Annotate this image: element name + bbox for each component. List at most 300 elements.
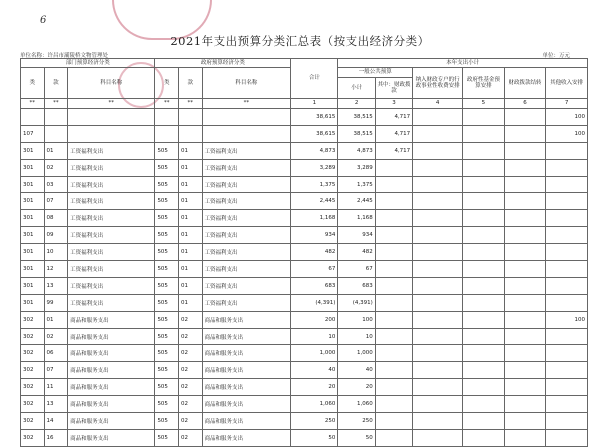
table-row bbox=[21, 244, 588, 261]
row-code-lei: 302 bbox=[21, 413, 45, 430]
row-gov-code-kuan: 02 bbox=[178, 429, 202, 446]
row-gov-subject-name: 商品和服务支出 bbox=[202, 413, 291, 430]
row-gov-code-lei: 505 bbox=[155, 413, 179, 430]
row-total: 1,000 bbox=[291, 345, 338, 362]
row-other-income bbox=[546, 294, 588, 311]
table-row bbox=[21, 345, 588, 362]
row-code-lei bbox=[21, 109, 45, 126]
row-gov-code-kuan: 01 bbox=[178, 261, 202, 278]
row-subject-name bbox=[68, 125, 155, 142]
row-gov-subject-name: 工资福利支出 bbox=[202, 244, 291, 261]
table-row bbox=[21, 311, 588, 328]
row-code-lei: 302 bbox=[21, 328, 45, 345]
row-code-lei: 301 bbox=[21, 227, 45, 244]
row-code-lei: 302 bbox=[21, 429, 45, 446]
row-total: 50 bbox=[291, 429, 338, 446]
table-row bbox=[21, 396, 588, 413]
row-total: 38,615 bbox=[291, 109, 338, 126]
row-total: 250 bbox=[291, 413, 338, 430]
row-gov-fund bbox=[463, 413, 505, 430]
row-other-income bbox=[546, 429, 588, 446]
row-subject-name: 工资福利支出 bbox=[68, 142, 155, 159]
row-gov-code-kuan: 01 bbox=[178, 193, 202, 210]
table-row bbox=[21, 277, 588, 294]
row-total: 1,168 bbox=[291, 210, 338, 227]
row-fiscal-alloc bbox=[375, 227, 412, 244]
row-special-fiscal bbox=[413, 277, 463, 294]
row-gov-code-lei: 505 bbox=[155, 261, 179, 278]
row-subject-name: 工资福利支出 bbox=[68, 210, 155, 227]
row-code-lei: 301 bbox=[21, 261, 45, 278]
lei-header: 类 bbox=[155, 68, 179, 99]
row-gov-subject-name: 工资福利支出 bbox=[202, 210, 291, 227]
row-fiscal-transfer bbox=[504, 413, 546, 430]
row-gov-fund bbox=[463, 379, 505, 396]
row-gov-fund bbox=[463, 244, 505, 261]
row-other-income: 100 bbox=[546, 109, 588, 126]
row-subject-name: 工资福利支出 bbox=[68, 159, 155, 176]
row-code-kuan: 01 bbox=[44, 142, 68, 159]
row-code-kuan: 06 bbox=[44, 345, 68, 362]
row-gov-fund bbox=[463, 345, 505, 362]
row-fiscal-alloc bbox=[375, 277, 412, 294]
row-gov-fund bbox=[463, 210, 505, 227]
row-gov-code-lei bbox=[155, 109, 179, 126]
row-fiscal-transfer bbox=[504, 362, 546, 379]
row-special-fiscal bbox=[413, 210, 463, 227]
row-other-income bbox=[546, 261, 588, 278]
row-other-income bbox=[546, 413, 588, 430]
table-row bbox=[21, 379, 588, 396]
row-other-income bbox=[546, 244, 588, 261]
row-gov-subject-name: 商品和服务支出 bbox=[202, 345, 291, 362]
fiscal-transfer-header: 财政拨款结转 bbox=[504, 68, 546, 99]
row-code-kuan: 02 bbox=[44, 328, 68, 345]
row-code-kuan: 14 bbox=[44, 413, 68, 430]
table-row bbox=[21, 429, 588, 446]
row-fiscal-alloc bbox=[375, 176, 412, 193]
row-fiscal-alloc bbox=[375, 362, 412, 379]
row-gov-code-lei: 505 bbox=[155, 210, 179, 227]
gov-fund-header: 政府性基金预算安排 bbox=[463, 68, 505, 99]
row-fiscal-transfer bbox=[504, 176, 546, 193]
row-gov-subject-name: 工资福利支出 bbox=[202, 176, 291, 193]
row-subject-name: 商品和服务支出 bbox=[68, 429, 155, 446]
row-gov-code-lei: 505 bbox=[155, 277, 179, 294]
row-fiscal-transfer bbox=[504, 294, 546, 311]
row-other-income bbox=[546, 379, 588, 396]
row-gov-subject-name: 商品和服务支出 bbox=[202, 311, 291, 328]
table-row bbox=[21, 294, 588, 311]
row-subject-name: 工资福利支出 bbox=[68, 227, 155, 244]
row-fiscal-transfer bbox=[504, 328, 546, 345]
row-special-fiscal bbox=[413, 379, 463, 396]
row-total: 683 bbox=[291, 277, 338, 294]
row-gov-code-lei: 505 bbox=[155, 311, 179, 328]
gov-group-header: 政府预算经济分类 bbox=[155, 59, 291, 68]
table-row bbox=[21, 227, 588, 244]
row-gov-subject-name: 工资福利支出 bbox=[202, 277, 291, 294]
row-fiscal-transfer bbox=[504, 125, 546, 142]
row-fiscal-alloc bbox=[375, 345, 412, 362]
row-gov-fund bbox=[463, 261, 505, 278]
row-total: 482 bbox=[291, 244, 338, 261]
row-fiscal-alloc bbox=[375, 429, 412, 446]
row-subject-name: 工资福利支出 bbox=[68, 294, 155, 311]
row-code-kuan: 13 bbox=[44, 277, 68, 294]
row-fiscal-alloc bbox=[375, 328, 412, 345]
row-code-kuan: 11 bbox=[44, 379, 68, 396]
index-cell: 3 bbox=[375, 99, 412, 109]
row-subject-name: 商品和服务支出 bbox=[68, 328, 155, 345]
row-subtotal: 3,289 bbox=[338, 159, 375, 176]
row-subject-name: 工资福利支出 bbox=[68, 261, 155, 278]
row-gov-code-lei: 505 bbox=[155, 193, 179, 210]
row-gov-code-kuan: 01 bbox=[178, 277, 202, 294]
stars-cell: ** bbox=[44, 99, 68, 109]
row-subtotal: 1,375 bbox=[338, 176, 375, 193]
page-number: 6 bbox=[40, 15, 47, 26]
stars-cell: ** bbox=[155, 99, 179, 109]
row-subject-name: 商品和服务支出 bbox=[68, 362, 155, 379]
dept-group-header: 部门预算经济分类 bbox=[21, 59, 155, 68]
stars-cell: ** bbox=[178, 99, 202, 109]
row-code-lei: 107 bbox=[21, 125, 45, 142]
row-gov-code-kuan: 01 bbox=[178, 176, 202, 193]
row-gov-code-lei: 505 bbox=[155, 379, 179, 396]
row-fiscal-transfer bbox=[504, 429, 546, 446]
row-code-kuan: 02 bbox=[44, 159, 68, 176]
row-gov-code-kuan: 02 bbox=[178, 396, 202, 413]
row-code-kuan: 10 bbox=[44, 244, 68, 261]
row-fiscal-alloc bbox=[375, 294, 412, 311]
row-fiscal-transfer bbox=[504, 193, 546, 210]
row-other-income bbox=[546, 142, 588, 159]
table-row bbox=[21, 261, 588, 278]
total-header: 合计 bbox=[291, 59, 338, 99]
row-special-fiscal bbox=[413, 125, 463, 142]
row-gov-code-lei: 505 bbox=[155, 345, 179, 362]
row-other-income bbox=[546, 277, 588, 294]
row-fiscal-alloc: 4,717 bbox=[375, 125, 412, 142]
kuan-header: 款 bbox=[178, 68, 202, 99]
row-gov-code-lei: 505 bbox=[155, 244, 179, 261]
row-code-kuan: 07 bbox=[44, 193, 68, 210]
index-cell: 6 bbox=[504, 99, 546, 109]
row-gov-code-kuan: 01 bbox=[178, 142, 202, 159]
row-gov-subject-name bbox=[202, 125, 291, 142]
row-fiscal-alloc bbox=[375, 379, 412, 396]
row-special-fiscal bbox=[413, 413, 463, 430]
row-code-kuan bbox=[44, 125, 68, 142]
table-row bbox=[21, 159, 588, 176]
row-fiscal-transfer bbox=[504, 379, 546, 396]
row-subtotal: 100 bbox=[338, 311, 375, 328]
row-code-lei: 301 bbox=[21, 176, 45, 193]
row-other-income bbox=[546, 345, 588, 362]
row-subtotal: 38,515 bbox=[338, 125, 375, 142]
table-row bbox=[21, 210, 588, 227]
row-gov-subject-name: 商品和服务支出 bbox=[202, 328, 291, 345]
row-total: 4,873 bbox=[291, 142, 338, 159]
row-gov-code-lei: 505 bbox=[155, 328, 179, 345]
index-cell: 1 bbox=[291, 99, 338, 109]
row-subtotal: 1,000 bbox=[338, 345, 375, 362]
row-gov-subject-name: 工资福利支出 bbox=[202, 227, 291, 244]
row-code-lei: 301 bbox=[21, 193, 45, 210]
row-special-fiscal bbox=[413, 176, 463, 193]
row-total: 38,615 bbox=[291, 125, 338, 142]
row-gov-fund bbox=[463, 193, 505, 210]
row-fiscal-alloc bbox=[375, 210, 412, 227]
row-subtotal: 67 bbox=[338, 261, 375, 278]
row-fiscal-transfer bbox=[504, 227, 546, 244]
fiscal-alloc-label: 其中：财政拨款 bbox=[377, 81, 411, 94]
row-code-lei: 301 bbox=[21, 277, 45, 294]
row-code-kuan bbox=[44, 109, 68, 126]
stars-cell: ** bbox=[68, 99, 155, 109]
row-gov-code-kuan: 01 bbox=[178, 294, 202, 311]
index-cell: 5 bbox=[463, 99, 505, 109]
row-gov-subject-name: 商品和服务支出 bbox=[202, 396, 291, 413]
row-special-fiscal bbox=[413, 159, 463, 176]
row-total: 200 bbox=[291, 311, 338, 328]
row-special-fiscal bbox=[413, 345, 463, 362]
row-fiscal-alloc bbox=[375, 244, 412, 261]
row-gov-code-lei: 505 bbox=[155, 362, 179, 379]
row-special-fiscal bbox=[413, 362, 463, 379]
row-subject-name: 工资福利支出 bbox=[68, 176, 155, 193]
budget-table bbox=[20, 58, 588, 447]
row-gov-fund bbox=[463, 142, 505, 159]
row-fiscal-alloc bbox=[375, 193, 412, 210]
row-fiscal-transfer bbox=[504, 159, 546, 176]
row-gov-code-kuan: 01 bbox=[178, 210, 202, 227]
row-gov-subject-name: 商品和服务支出 bbox=[202, 429, 291, 446]
row-subtotal: 934 bbox=[338, 227, 375, 244]
subject-name-header: 科目名称 bbox=[202, 68, 291, 99]
row-gov-code-lei: 505 bbox=[155, 429, 179, 446]
kuan-header: 款 bbox=[44, 68, 68, 99]
row-gov-fund bbox=[463, 294, 505, 311]
row-gov-code-kuan: 01 bbox=[178, 227, 202, 244]
lei-header: 类 bbox=[21, 68, 45, 99]
row-code-kuan: 09 bbox=[44, 227, 68, 244]
row-gov-subject-name: 工资福利支出 bbox=[202, 142, 291, 159]
row-fiscal-transfer bbox=[504, 345, 546, 362]
row-gov-code-kuan: 02 bbox=[178, 413, 202, 430]
subject-name-header: 科目名称 bbox=[68, 68, 155, 99]
row-gov-code-lei: 505 bbox=[155, 294, 179, 311]
row-subtotal: 683 bbox=[338, 277, 375, 294]
row-fiscal-transfer bbox=[504, 142, 546, 159]
row-code-lei: 302 bbox=[21, 311, 45, 328]
table-row bbox=[21, 193, 588, 210]
row-fiscal-transfer bbox=[504, 311, 546, 328]
row-subject-name: 商品和服务支出 bbox=[68, 396, 155, 413]
row-gov-code-kuan: 02 bbox=[178, 345, 202, 362]
row-special-fiscal bbox=[413, 244, 463, 261]
row-special-fiscal bbox=[413, 294, 463, 311]
row-gov-fund bbox=[463, 277, 505, 294]
row-other-income bbox=[546, 227, 588, 244]
row-subject-name: 工资福利支出 bbox=[68, 277, 155, 294]
special-fiscal-header: 纳入财政专户的行政事业性收费安排 bbox=[413, 68, 463, 99]
table-row bbox=[21, 142, 588, 159]
row-code-lei: 301 bbox=[21, 244, 45, 261]
row-gov-code-lei: 505 bbox=[155, 396, 179, 413]
row-subject-name: 商品和服务支出 bbox=[68, 311, 155, 328]
row-gov-code-kuan: 02 bbox=[178, 379, 202, 396]
row-gov-subject-name: 工资福利支出 bbox=[202, 261, 291, 278]
row-fiscal-transfer bbox=[504, 244, 546, 261]
row-fiscal-alloc bbox=[375, 396, 412, 413]
row-gov-fund bbox=[463, 176, 505, 193]
table-row bbox=[21, 109, 588, 126]
row-subject-name: 工资福利支出 bbox=[68, 193, 155, 210]
general-budget-header bbox=[338, 68, 413, 99]
page-title: 2021年支出预算分类汇总表（按支出经济分类） bbox=[170, 34, 430, 48]
row-code-kuan: 07 bbox=[44, 362, 68, 379]
row-gov-code-lei bbox=[155, 125, 179, 142]
row-subtotal: 20 bbox=[338, 379, 375, 396]
row-subject-name: 商品和服务支出 bbox=[68, 413, 155, 430]
stars-cell: ** bbox=[21, 99, 45, 109]
row-code-lei: 301 bbox=[21, 294, 45, 311]
row-code-kuan: 99 bbox=[44, 294, 68, 311]
row-special-fiscal bbox=[413, 142, 463, 159]
row-code-kuan: 08 bbox=[44, 210, 68, 227]
row-subject-name: 商品和服务支出 bbox=[68, 379, 155, 396]
row-total: 1,375 bbox=[291, 176, 338, 193]
row-other-income bbox=[546, 328, 588, 345]
row-gov-fund bbox=[463, 109, 505, 126]
row-gov-subject-name: 工资福利支出 bbox=[202, 193, 291, 210]
row-fiscal-alloc bbox=[375, 413, 412, 430]
row-gov-code-kuan: 01 bbox=[178, 244, 202, 261]
row-gov-fund bbox=[463, 396, 505, 413]
row-gov-fund bbox=[463, 328, 505, 345]
stars-cell: ** bbox=[202, 99, 291, 109]
row-other-income bbox=[546, 362, 588, 379]
row-gov-code-kuan: 02 bbox=[178, 311, 202, 328]
row-gov-fund bbox=[463, 159, 505, 176]
row-subtotal: 482 bbox=[338, 244, 375, 261]
row-special-fiscal bbox=[413, 311, 463, 328]
row-special-fiscal bbox=[413, 227, 463, 244]
row-total: 2,445 bbox=[291, 193, 338, 210]
row-subtotal: 2,445 bbox=[338, 193, 375, 210]
row-total: 3,289 bbox=[291, 159, 338, 176]
row-total: 20 bbox=[291, 379, 338, 396]
row-code-lei: 302 bbox=[21, 362, 45, 379]
row-other-income bbox=[546, 396, 588, 413]
row-gov-code-kuan bbox=[178, 125, 202, 142]
row-subtotal: 40 bbox=[338, 362, 375, 379]
row-gov-fund bbox=[463, 227, 505, 244]
row-gov-fund bbox=[463, 311, 505, 328]
row-total: 67 bbox=[291, 261, 338, 278]
table-row bbox=[21, 328, 588, 345]
row-subject-name: 商品和服务支出 bbox=[68, 345, 155, 362]
row-special-fiscal bbox=[413, 429, 463, 446]
row-code-kuan: 03 bbox=[44, 176, 68, 193]
row-subtotal: 250 bbox=[338, 413, 375, 430]
row-gov-code-kuan: 02 bbox=[178, 362, 202, 379]
table-row bbox=[21, 176, 588, 193]
row-subtotal: 10 bbox=[338, 328, 375, 345]
unit-label: 单位：万元 bbox=[542, 53, 570, 59]
row-other-income: 100 bbox=[546, 311, 588, 328]
row-code-lei: 302 bbox=[21, 379, 45, 396]
row-special-fiscal bbox=[413, 109, 463, 126]
row-fiscal-alloc bbox=[375, 159, 412, 176]
general-budget-label: 一般公共预算 bbox=[338, 68, 412, 78]
row-code-lei: 301 bbox=[21, 210, 45, 227]
row-gov-code-lei: 505 bbox=[155, 227, 179, 244]
row-subtotal: 4,873 bbox=[338, 142, 375, 159]
subtotal-label: 小计 bbox=[338, 78, 375, 98]
row-gov-fund bbox=[463, 125, 505, 142]
row-gov-code-kuan: 01 bbox=[178, 159, 202, 176]
current-subtotal-header: 本年支出小计 bbox=[338, 59, 588, 68]
row-gov-subject-name: 工资福利支出 bbox=[202, 294, 291, 311]
row-special-fiscal bbox=[413, 328, 463, 345]
row-fiscal-transfer bbox=[504, 109, 546, 126]
row-gov-code-lei: 505 bbox=[155, 176, 179, 193]
row-code-kuan: 01 bbox=[44, 311, 68, 328]
row-other-income bbox=[546, 210, 588, 227]
row-code-lei: 302 bbox=[21, 345, 45, 362]
row-subtotal: 38,515 bbox=[338, 109, 375, 126]
table-row bbox=[21, 362, 588, 379]
row-total: 40 bbox=[291, 362, 338, 379]
row-fiscal-transfer bbox=[504, 210, 546, 227]
unit-name: 单位名称：许昌市灞陵桥文物管理处 bbox=[20, 53, 109, 59]
row-total: 10 bbox=[291, 328, 338, 345]
row-fiscal-alloc bbox=[375, 261, 412, 278]
row-other-income bbox=[546, 176, 588, 193]
row-code-kuan: 12 bbox=[44, 261, 68, 278]
row-subtotal: 1,168 bbox=[338, 210, 375, 227]
row-other-income bbox=[546, 193, 588, 210]
row-fiscal-transfer bbox=[504, 261, 546, 278]
row-subtotal: 50 bbox=[338, 429, 375, 446]
row-other-income bbox=[546, 159, 588, 176]
row-subtotal: 1,060 bbox=[338, 396, 375, 413]
row-gov-subject-name: 工资福利支出 bbox=[202, 159, 291, 176]
row-code-lei: 301 bbox=[21, 159, 45, 176]
row-total: 934 bbox=[291, 227, 338, 244]
row-gov-subject-name: 商品和服务支出 bbox=[202, 379, 291, 396]
row-gov-fund bbox=[463, 429, 505, 446]
row-gov-subject-name: 商品和服务支出 bbox=[202, 362, 291, 379]
row-fiscal-alloc bbox=[375, 311, 412, 328]
row-gov-code-lei: 505 bbox=[155, 159, 179, 176]
row-subtotal: (4,391) bbox=[338, 294, 375, 311]
row-other-income: 100 bbox=[546, 125, 588, 142]
row-gov-fund bbox=[463, 362, 505, 379]
row-special-fiscal bbox=[413, 261, 463, 278]
row-gov-code-kuan bbox=[178, 109, 202, 126]
table-row bbox=[21, 125, 588, 142]
index-cell: 2 bbox=[338, 99, 375, 109]
row-subject-name bbox=[68, 109, 155, 126]
row-gov-code-lei: 505 bbox=[155, 142, 179, 159]
row-code-kuan: 13 bbox=[44, 396, 68, 413]
row-fiscal-alloc: 4,717 bbox=[375, 142, 412, 159]
row-code-kuan: 16 bbox=[44, 429, 68, 446]
